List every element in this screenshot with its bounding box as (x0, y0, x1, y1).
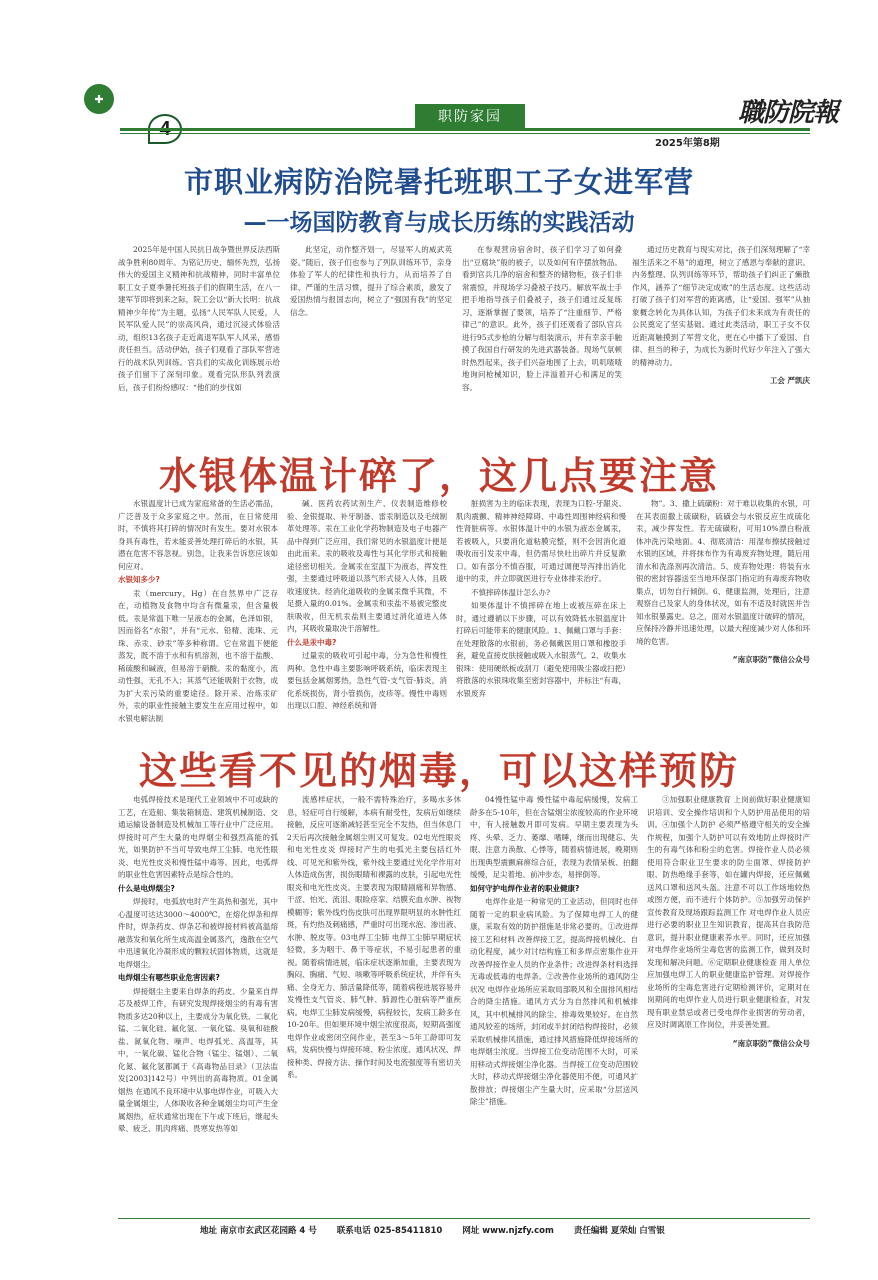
article1-col3: 在参观营房宿舍时，孩子们学习了如何叠出“豆腐块”般的被子，以及如何有序摆放物品。看到官兵几净的宿舍和整齐的储物柜，孩子们非常震惊，并现场学习叠被子技巧。解放军战士手把手地指导孩子们叠被子，孩子们通过反复练习，逐渐掌握了要领，培养了“注重细节、严格律己”的意识。此外，孩子们还观看了部队官兵进行95式步枪的分解与组装演示，并有幸亲手触摸了我国自行研发的先进武器装备。现场气氛顿时热烈起来，孩子们兴奋地围了上去，叽叽喳喳地询问枪械知识，脸上洋溢着开心和满足的笑容。 (462, 245, 622, 392)
article1-author: 工会 严凯庆 (769, 376, 810, 385)
subheading-poisoning: 什么是汞中毒? (287, 637, 337, 647)
footer (200, 1224, 840, 1236)
article2-title: 水银体温计碎了，这几点要注意 (158, 454, 719, 498)
subheading-protection: 如何守护电焊作业者的职业健康? (470, 883, 580, 893)
article3-col1: 电弧焊接技术是现代工业领域中不可或缺的工艺，在造船、集装箱制造、建筑机械制造、交通运输设备制造及机械加工等行业中广泛应用。焊接时可产生大量的电焊烟尘和强烈高能的弧光，如果防护不当可导致电焊工尘肺、电光性眼炎、电光性皮炎和慢性锰中毒等。因此，电弧焊的职业性危害因素特点是综合性的。 什么是电焊烟尘? 焊接时，电弧放电时产生高热和强光，其中心温度可达达3000～4000℃。在熔化焊条和焊件时，焊条药皮、焊条芯和被焊接材料被高温熔融蒸发和氧化所生成高温金属蒸汽，逸散在空气中迅速氧化冷凝形成的颗粒状固体物质，这就是电焊烟尘。 电焊烟尘有哪些职业危害因素? 焊接烟尘主要来自焊条的药皮、少量来自焊芯及被焊工件，有研究发现焊接烟尘的有毒有害物质多达20种以上，主要成分为氧化铁、二氧化锰、二氧化硅、氟化氢、一氧化锰、臭氧和硅酸盐、氮氧化物、噪声、电焊弧光、高温等，其中，一氧化碳、锰化合物（锰尘、锰烟）、二氧化氮、氟化氢都属于《高毒物品目录》（卫法监发[2003]142号）中列出的高毒物质。01金属烟热 在通风不良环境中从事电焊作业，可吸入大量金属烟尘，人体吸收各种金属烟尘均可产生金属烟热，症状通常出现在下午或下班后，继起头晕、疲乏、肌肉疼痛、畏寒发热等如 (118, 795, 278, 1133)
article3-col3: 04慢性锰中毒 慢性锰中毒起病缓慢，发病工龄多在5-10年，但在含锰烟尘浓度较高的作业环境中，有人接触数月即可发病。早期主要表现为头疼、头晕、乏力、萎靡、嗜睡，继而出现健忘、失眠、注意力涣散、心悸等，随着病情进展，晚期则出现典型震颤麻痹综合征，表现为表情呆板、拍翻缓慢，足尖着地、前冲步态，易摔倒等。 如何守护电焊作业者的职业健康? 电焊作业是一种常见的工业活动，但同时也伴随着一定的职业病风险。为了保障电焊工人的健康，采取有效的防护措施是非常必要的。①改进焊接工艺和材料 改善焊接工艺，提高焊接机械化、自动化程度，减少对讨结构施工和多焊点密集作业开改善焊接作业人员的作业条件；改进焊条材料选择无毒或低毒的电焊条。②改善作业场所的通风防尘状况 电焊作业场所应采取局部吸风和全面排风相结合的降尘措施。通风方式分为自然排风和机械排风，其中机械排风的除尘、排毒效果较好。在自然通风较差的场所，封闭或半封闭结构焊接时，必须采取机械排风措施，通过排风措施降低焊接场所的电焊烟尘浓度。当焊接工位变动范围不大时，可采用移动式焊接烟尘净化器。当焊接工位变动范围较大时，移动式焊接烟尘净化器使用不便，可通风扩散排放；焊接烟尘产生量大时，应采取“分层送风除尘”措施。 (470, 795, 638, 1106)
article1-col2: 此坚定，动作整齐划一，尽显军人的威武英姿。”随后，孩子们也参与了列队训练环节，亲身体验了军人的纪律性和执行力，从而培养了自律、严谨的生活习惯，提升了综合素质，激发了爱国热情与报国志向，树立了“强国有我”的坚定信念。 (290, 245, 452, 317)
subheading-hazards: 电焊烟尘有哪些职业危害因素? (118, 973, 220, 982)
article2-col3: 脏损害为主的临床表现，表现为口腔-牙龈炎、肌肉震颤、精神神经障碍、中毒性周围神经病和慢性肾脏病等。水银体温计中的水银为液态金属汞，若被吸入，只要消化道粘膜完整，则不会因消化道吸收而引发汞中毒，但仍需尽快吐出碎片并反复漱口。如有部分不慎吞服，可通过调便导泻排出消化道中的汞，并立即就医进行专业体排汞治疗。 不慎摔碎体温计怎么办? 如果体温计不慎摔碎在地上或被压碎在床上时，通过遵循以下步骤，可以有效降低水银温度计打碎后可能带来的健康风险。1、佩戴口罩与手套：在处理散落的水银前，务必佩戴医用口罩和橡胶手套，避免直接皮肤接触或吸入水银蒸气。2、收集水银珠：使用硬纸板或刮刀（避免使用吸尘器或扫把）将散落的水银珠收集至密封容器中，并标注“有毒，水银废弃 (456, 499, 626, 698)
institute-logo: ✚ (84, 84, 114, 114)
article2-col1: 水银温度计已成为家庭常备的生活必需品，广泛普及于众多家庭之中。然而，在日常使用时，不慎将其打碎的情况时有发生。要对水银本身具有毒性，若未能妥善处理打碎后的水银，其潜在危害不容忽视。别急，让我来告诉您应该如何应对。 水银知多少? 汞（mercury，Hg）在自然界中广泛存在，动植物及食物中均含有微量汞，但含量极低。汞是常温下唯一呈液态的金属，色泽如银，因而俗名“水银”，并有“元水、铅精、流珠、元珠、赤汞、砂汞”等多种称谓。它在常温下便能蒸发，既不溶于水和有机溶剂，也不溶于盐酸、稀硫酸和碱液，但易溶于硝酸。汞的黏度小，流动性强，无孔不入；其蒸气还能吸附于衣物，成为扩大汞污染的重要途径。除开采、冶炼汞矿外，汞的职业性接触主要发生在应用过程中，如水银电解法制 (118, 499, 278, 723)
article1-subtitle: —一场国防教育与成长历练的实践活动 (243, 210, 635, 236)
article3-col2: 流感样症状，一般不需特殊治疗，多喝水多休息，轻症可自行缓解，本病有耐受性，发病后如继续接触，反应可逐渐减轻甚至完全不发热，但当休息门2天后再次接触金属烟尘则又可复发。02电光性眼炎和电光性皮炎 焊接时产生的电弧光主要包括红外线、可见光和紫外线，紫外线主要通过光化学作用对人体造成伤害，损伤眼睛和裸露的皮肤，引起电光性眼炎和电光性皮炎。主要表现为眼睛剧痛和异物感、干涩、怕光、流泪、眼睑痉挛、结膜充血水肿、视物模糊等；紫外线灼伤皮肤可出现界限明显的水肿性红斑，有灼热及刺痛感，严重时可出现水泡、渗出液、水肿、脱皮等。03电焊工尘肺 电焊工尘肺早期症状轻微，多为咽干、鼻干等症状，不易引起患者的重视。随着病情进展，临床症状逐渐加重，主要表现为胸闷、胸痛、气短、咳嗽等呼吸系统症状，并伴有头痛、全身无力、肺活量降低等，随着病程进展容易并发慢性支气管炎、肺气肿、肺源性心脏病等严重疾病。电焊工尘肺发病缓慢，病程较长，发病工龄多在10-20年。但如果环境中烟尘浓度很高，短期高强度电焊作业或密闭空间作业，甚至3～5年工龄即可发病，发病快慢与焊接环境、粉尘浓度、通风状况、焊接种类、焊接方法、操作时间及电流强度等有密切关系。 (287, 795, 461, 1079)
article3-title: 这些看不见的烟毒，可以这样预防 (138, 749, 739, 793)
subheading-weld-fume: 什么是电焊烟尘? (118, 883, 175, 893)
issue-number: 2025年第8期 (655, 138, 720, 149)
footer-address: 地址 南京市玄武区花园路 4 号 (200, 1226, 317, 1236)
article3-source: “南京职防”微信公众号 (732, 1038, 810, 1048)
header-rule (120, 128, 810, 131)
masthead: 職防院報 (738, 98, 839, 128)
subheading-mercury: 水银知多少? (118, 575, 160, 584)
article3-col4: ③加强职业健康教育 上岗前做好职业健康知识培训、安全操作培训和个人防护用品使用的培训。④加强个人防护 必须严格遵守相关的安全操作规程，加强个人防护可以有效地防止焊接时产生的有毒气体和粉尘的危害。焊接作业人员必须使用符合职业卫生要求的防尘面罩、焊接防护眼、防热绝缘手套等，如在罐内焊接，还应佩戴送风口罩和送风头盔。注意不可以工作场地较热或图方便，而不进行个体防护。⑤加强劳动保护宣传教育及现场跟踪监测工作 对电焊作业人员应进行必要的职业卫生知识教育，提高其自我防范意识，提升职业健康素养水平。同时，还应加强对电焊作业场所尘毒危害的监测工作，做到及时发现和解决问题。⑥定期职业健康检查 用人单位应加强电焊工人的职业健康监护管理。对焊接作业场所的尘毒危害进行定期检测评价，定期对在岗期间的电焊作业人员进行职业健康检查，对发现有职业禁忌或者已受电焊作业损害的劳动者，应及时调离原工作岗位，并妥善处置。 “南京职防”微信公众号 (647, 794, 810, 1212)
article1-col4: 通过历史教育与现实对比，孩子们深刻理解了“幸福生活来之不易”的道理，树立了感恩与奉献的意识。内务整理、队列训练等环节，帮助孩子们纠正了懒散作风，涵养了“细节决定成败”的生活态度。这些活动打破了孩子们对军营的距离感，让“爱国、强军”从抽象概念转化为具体认知，为孩子们未来成为有责任的公民奠定了坚实基础。通过此类活动，职工子女不仅近距离触摸到了军营文化，更在心中播下了爱国、自律、担当的种子，为成长为新时代好少年注入了强大的精神动力。 工会 严凯庆 (632, 244, 810, 434)
article2-col2: 碱、医药农药试剂生产、仪表制造维修校验、金银提取、补牙制备、雷汞制造以及毛绒制革处理等。汞在工业化学药物制造及电子电器产品中得到广泛应用，我们常见的水银温度计便是由此而来。汞的吸收及毒性与其化学形式和接触途径密切相关。金属汞在室温下为液态，挥发性强，主要通过呼吸道以蒸气形式侵入人体，且吸收速度快。经消化道吸收的金属汞微乎其微，不足摄入量的0.01%。金属汞和汞盐不易被完整皮肤吸收，但无机汞盐则主要通过消化道进入体内，其吸收量取决于溶解性。 什么是汞中毒? 过量汞的吸收可引起中毒，分为急性和慢性两种。急性中毒主要影响呼吸系统，临床表现主要包括金属烟雾热，急性气管-支气管-肺炎，消化系统损伤，肾小管损伤，皮疹等。慢性中毒则出现以口腔、神经系统和肾 (287, 499, 447, 710)
article2-col4: 物”。3、撒上硫磺粉：对于难以收集的水银，可在其表面撒上硫磺粉，硫磺会与水银反应生成硫化汞，减少挥发性。若无硫磺粉，可用10%漂白粉液体冲洗污染地面。4、彻底清洁：用湿布擦拭接触过水银的区域，并将抹布作为有毒废弃物处理，随后用清水和洗涤剂再次清洁。5、废弃物处理：将装有水银的密封容器送至当地环保部门指定的有毒废弃物收集点，切勿自行倾倒。6、健康监测，处理后，注意观察自己及家人的身体状况，如有不适及时就医并告知水银暴露史。总之，面对水银温度计破碎的情况，应保持冷静并迅速处理，以最大程度减少对人体和环境的危害。 “南京职防”微信公众号 (636, 498, 810, 723)
article2-source: “南京职防”微信公众号 (732, 655, 810, 664)
footer-rule (118, 1218, 810, 1219)
footer-editor: 责任编辑 夏荣灿 白雪银 (573, 1226, 665, 1236)
footer-website: 网址 www.njzfy.com (462, 1226, 554, 1236)
article1-title: 市职业病防治院暑托班职工子女进军营 (183, 165, 694, 199)
footer-phone: 联系电话 025-85411810 (336, 1226, 443, 1236)
section-title: 职防家园 (415, 104, 525, 128)
article1-col1: 2025年是中国人民抗日战争暨世界反法西斯战争胜利80周年。为铭记历史、缅怀先烈，弘扬伟大的爱国主义精神和抗战精神，同时丰富单位职工女子夏季暑托班孩子们的假期生活，在八一建军节即将到来之际，院工会以“新大长明：抗战精神少年传”为主题，弘扬“人民军队人民爱，人民军队爱人民”的崇高风尚，通过沉浸式体验活动，组织13名孩子走近离退军队军人风采，感悟责任担当。活动伊始，孩子们观看了部队军营进行的战术队列训练。官兵们的实战化训练展示给孩子们留下了深刻印象。观看完队形队列表演后，孩子们纷纷感叹：“他们的步伐如 (118, 245, 280, 392)
